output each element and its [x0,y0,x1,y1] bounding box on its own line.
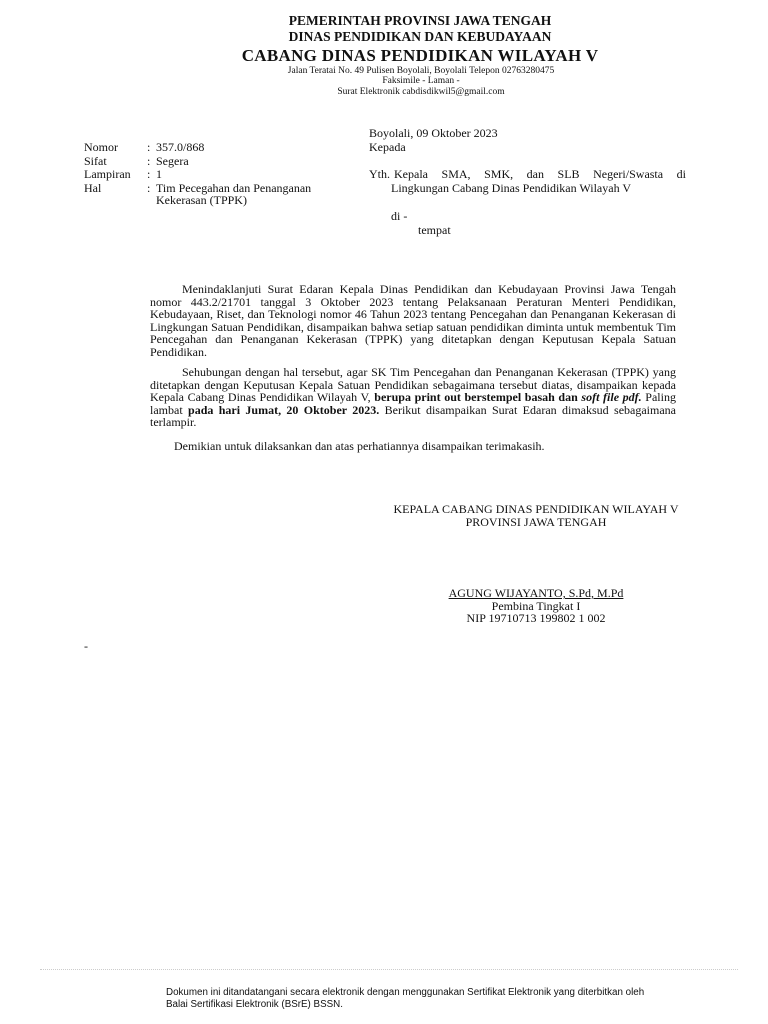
signatory-name: AGUNG WIJAYANTO, S.Pd, M.Pd [448,586,624,600]
p2-text-c: Berikut disampaikan Surat Edaran dimaksud sebagaimana terlampir. [150,402,676,430]
yth-label: Yth. [369,167,390,181]
p2-bold-italic: soft file pdf. [581,390,642,405]
p2-text-a: Sehubungan dengan hal tersebut, agar SK Tim Pencegahan dan Penanganan Kekerasan (TPPK) yang ditetapkan dengan Keputusan Kepala Satuan Pendidikan sebagaimana tersebut diatas, disampaikan kepada Kepala Cabang Dinas Pendidikan Wilayah V, [150,365,676,405]
letterhead-title: CABANG DINAS PENDIDIKAN WILAYAH V [241,46,599,65]
recipient-line-1: Kepala SMA, SMK, dan SLB Negeri/Swasta di [394,167,686,181]
di-label: di - [391,209,408,223]
body-paragraph-2 [150,366,676,429]
hal-value-line-1: Tim Pecegahan dan Penanganan [156,181,312,195]
hal-label: Hal [84,181,102,195]
footer-line-1: Dokumen ini ditandatangani secara elektronik dengan menggunakan Sertifikat Elektronik yang diterbitkan oleh [166,987,645,998]
p2-bold-deadline: pada hari Jumat, 20 Oktober 2023. [188,402,380,417]
date-line: Boyolali, 09 Oktober 2023 [369,126,498,140]
lampiran-label: Lampiran [84,167,131,181]
kepada-label: Kepada [369,140,406,154]
dash-mark: - [84,639,88,653]
p2-bold-a: berupa print out berstempel basah dan [374,390,582,405]
nomor-colon: : [147,140,151,154]
letterhead-email: Surat Elektronik cabdisdikwil5@gmail.com [337,87,505,97]
footer-note [166,987,706,1010]
lampiran-value: 1 [156,167,162,181]
nomor-label: Nomor [84,140,118,154]
signatory-name-wrap [380,587,692,600]
hal-colon: : [147,181,151,195]
sifat-label: Sifat [84,154,107,168]
nomor-value: 357.0/868 [156,140,205,154]
lampiran-colon: : [147,167,151,181]
letterhead-line-2: DINAS PENDIDIKAN DAN KEBUDAYAAN [288,29,552,44]
p2-text-b: Paling lambat [150,390,676,417]
footer-line-2: Balai Sertifikasi Elektronik (BSrE) BSSN. [166,998,343,1010]
hal-value-line-2: Kekerasan (TPPK) [156,193,247,207]
recipient-line-2: Lingkungan Cabang Dinas Pendidikan Wilayah V [391,181,632,195]
body-paragraph-1: Menindaklanjuti Surat Edaran Kepala Dinas Pendidikan dan Kebudayaan Provinsi Jawa Tengah nomor 443.2/21701 tanggal 3 Oktober 2023 tentang Pelaksanaan Peraturan Menteri Pendidikan, Kebudayaan, Riset, dan Teknologi nomor 46 Tahun 2023 tentang Pencegahan dan Penanganan Kekerasan di Lingkungan Satuan Pendidikan, disampaikan bahwa setiap satuan pendidikan diminta untuk membentuk Tim Pencegahan dan Penanganan Kekerasan (TPPK) yang ditetapkan dengan Keputusan Kepala Satuan Pendidikan. [150,282,676,359]
sifat-value: Segera [156,154,189,168]
tempat-label: tempat [418,223,451,237]
sifat-colon: : [147,154,151,168]
signatory-nip: NIP 19710713 199802 1 002 [466,611,606,625]
letterhead-address: Jalan Teratai No. 49 Pulisen Boyolali, Boyolali Telepon 02763280475 [287,66,555,76]
letterhead-fax: Faksimile - Laman - [382,76,460,86]
signature-title-2: PROVINSI JAWA TENGAH [465,515,607,529]
signatory-rank: Pembina Tingkat I [491,599,581,613]
signature-title-1: KEPALA CABANG DINAS PENDIDIKAN WILAYAH V [393,502,679,516]
footer-divider [40,969,738,970]
body-paragraph-3: Demikian untuk dilaksankan dan atas perhatiannya disampaikan terimakasih. [174,439,545,453]
letterhead-line-1: PEMERINTAH PROVINSI JAWA TENGAH [288,13,552,28]
